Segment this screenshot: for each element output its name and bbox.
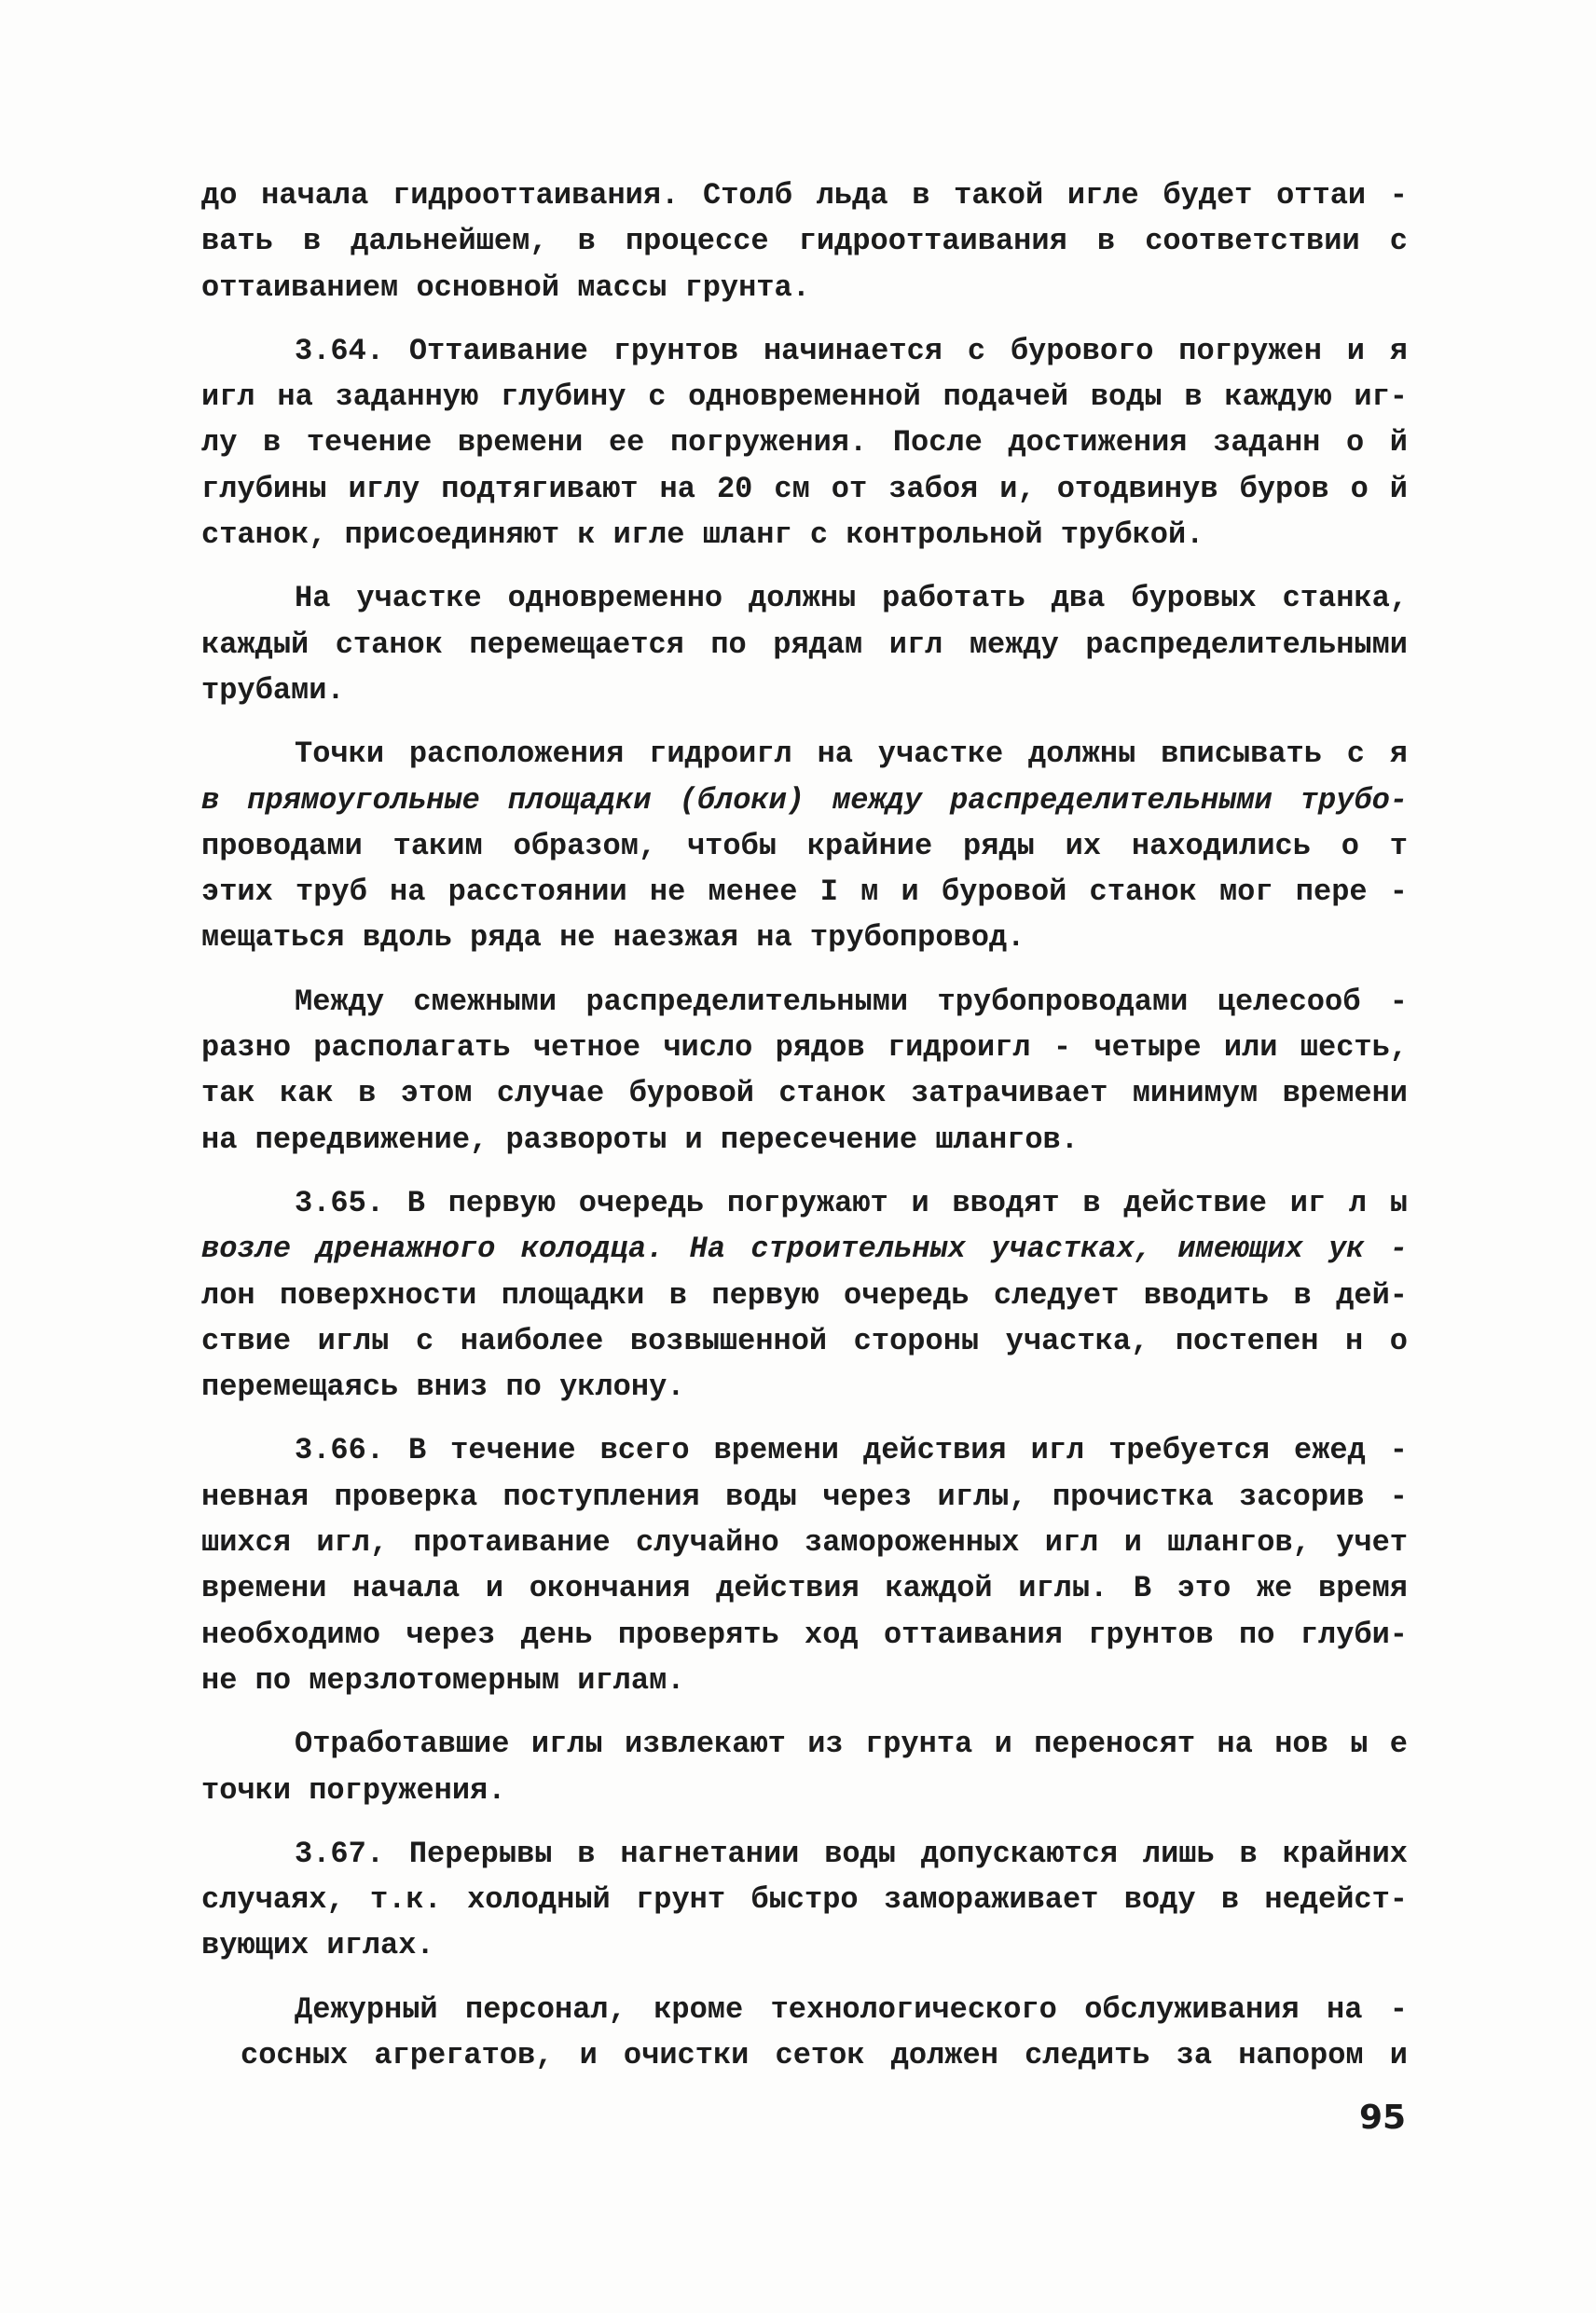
- text-line: На участке одновременно должны работать два буровых станка,: [295, 581, 1408, 616]
- paragraph: [201, 1180, 1413, 1410]
- text-line: шихся игл, протаивание случайно замороженных игл и шлангов, учет: [201, 1525, 1408, 1561]
- text-line: не по мерзлотомерным иглам.: [201, 1662, 685, 1698]
- paragraph: [201, 328, 1413, 558]
- text-line: разно располагать четное число рядов гидроигл - четыре или шесть,: [201, 1030, 1408, 1066]
- text-line: станок, присоединяют к игле шланг с контрольной трубкой.: [201, 517, 1204, 553]
- text-line: мещаться вдоль ряда не наезжая на трубопровод.: [201, 920, 1025, 956]
- text-line: случаях, т.к. холодный грунт быстро замораживает воду в недейст-: [201, 1882, 1408, 1918]
- text-line: 3.66. В течение всего времени действия игл требуется ежед -: [295, 1433, 1408, 1468]
- text-line: необходимо через день проверять ход оттаивания грунтов по глуби-: [201, 1617, 1408, 1652]
- text-line: 3.67. Перерывы в нагнетании воды допускаются лишь в крайних: [295, 1836, 1408, 1871]
- text-line: лон поверхности площадки в первую очередь следует вводить в дей-: [201, 1277, 1408, 1313]
- text-line: Дежурный персонал, кроме технологического обслуживания на -: [295, 1991, 1408, 2027]
- text-line: лу в течение времени ее погружения. После достижения заданн о й: [201, 425, 1408, 461]
- text-line: каждый станок перемещается по рядам игл между распределительными: [201, 626, 1408, 662]
- text-line: Между смежными распределительными трубопроводами целесооб -: [295, 984, 1408, 1019]
- paragraph: [201, 1831, 1413, 1969]
- text-line: невная проверка поступления воды через иглы, прочистка засорив -: [201, 1479, 1408, 1514]
- text-line: 3.64. Оттаивание грунтов начинается с бурового погружен и я: [295, 333, 1408, 368]
- text-line: до начала гидрооттаивания. Столб льда в такой игле будет оттаи -: [201, 178, 1408, 213]
- body-text: [201, 172, 1413, 2078]
- paragraph: [201, 575, 1413, 713]
- text-line: сосных агрегатов, и очистки сеток должен следить за напором и: [241, 2037, 1408, 2072]
- text-line: 3.65. В первую очередь погружают и вводят в действие иг л ы: [295, 1185, 1408, 1220]
- text-line: вать в дальнейшем, в процессе гидрооттаивания в соответствии с: [201, 224, 1408, 259]
- paragraph: [201, 1427, 1413, 1703]
- text-line: Отработавшие иглы извлекают из грунта и переносят на нов ы е: [295, 1727, 1408, 1762]
- text-line: этих труб на расстоянии не менее I м и буровой станок мог пере -: [201, 874, 1408, 910]
- text-line: перемещаясь вниз по уклону.: [201, 1370, 685, 1405]
- text-line: в прямоугольные площадки (блоки) между распределительными трубо-: [201, 782, 1408, 818]
- paragraph: [201, 1721, 1413, 1813]
- text-line: трубами.: [201, 672, 345, 708]
- paragraph: [201, 731, 1413, 960]
- paragraph: [201, 979, 1413, 1163]
- text-line: вующих иглах.: [201, 1928, 434, 1963]
- text-line: игл на заданную глубину с одновременной подачей воды в каждую иг-: [201, 379, 1408, 415]
- text-line: Точки расположения гидроигл на участке должны вписывать с я: [295, 737, 1408, 772]
- text-line: возле дренажного колодца. На строительных участках, имеющих ук -: [201, 1232, 1408, 1267]
- paragraph: [201, 1987, 1413, 2079]
- text-line: на передвижение, развороты и пересечение шлангов.: [201, 1122, 1079, 1157]
- text-line: глубины иглу подтягивают на 20 см от забоя и, отодвинув буров о й: [201, 471, 1408, 506]
- text-line: так как в этом случае буровой станок затрачивает минимум времени: [201, 1076, 1408, 1111]
- paragraph: [201, 172, 1413, 310]
- text-line: ствие иглы с наиболее возвышенной стороны участка, постепен н о: [201, 1323, 1408, 1358]
- page-number: 95: [1359, 2099, 1407, 2137]
- text-line: времени начала и окончания действия каждой иглы. В это же время: [201, 1571, 1408, 1606]
- text-line: проводами таким образом, чтобы крайние ряды их находились о т: [201, 828, 1408, 863]
- text-line: точки погружения.: [201, 1772, 506, 1808]
- text-line: оттаиванием основной массы грунта.: [201, 269, 810, 305]
